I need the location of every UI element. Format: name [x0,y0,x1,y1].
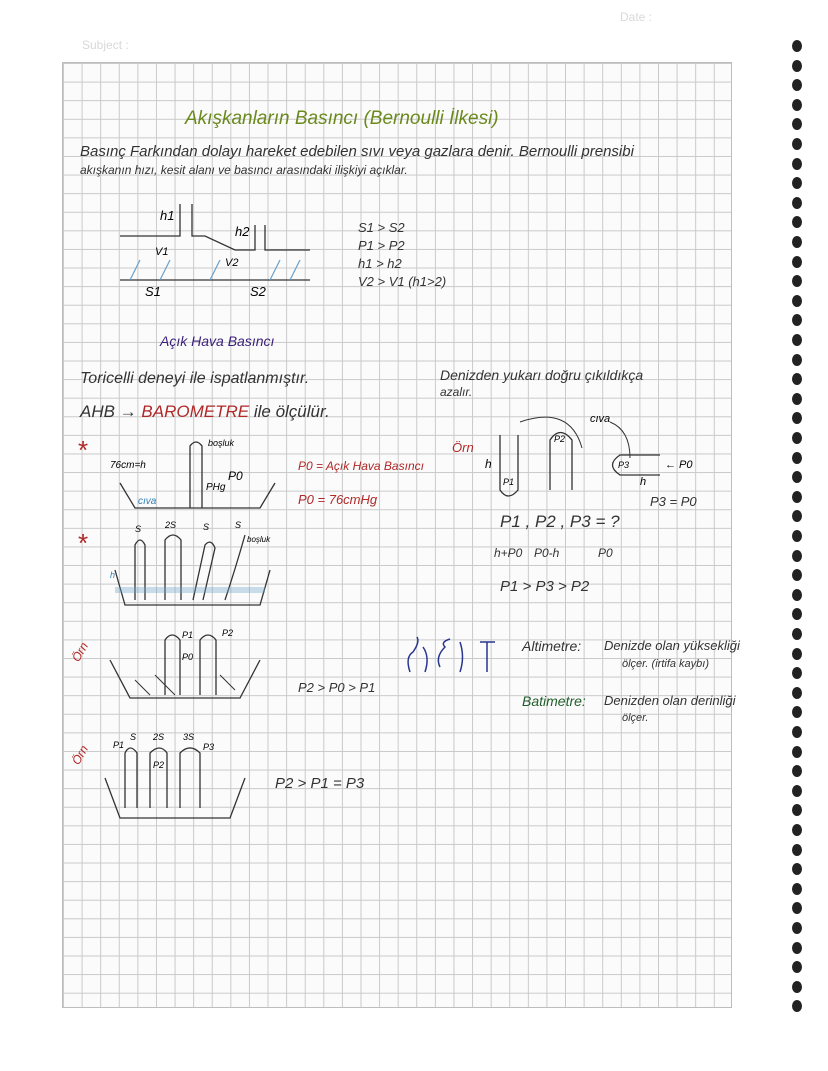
intro-line-1: Basınç Farkından dolayı hareket edebilen sıvı veya gazlara denir. Bernoulli prensibi [80,143,634,160]
h2-label: h2 [235,224,250,239]
area-label: 2S [153,732,165,742]
p0-label: P0 [182,652,194,662]
altitude-tubes-diagram [480,410,700,500]
relation: S1 > S2 [358,220,405,235]
bernoulli-pipe-diagram [120,200,320,300]
spiral-ring [792,785,802,797]
mercury-label: cıva [138,496,157,507]
p3-label: P3 [203,742,215,752]
spiral-ring [792,883,802,895]
spiral-ring [792,295,802,307]
spiral-ring [792,863,802,875]
pressure-result: P1 > P3 > P2 [500,578,590,595]
spiral-ring [792,354,802,366]
spiral-ring [792,138,802,150]
spiral-ring [792,99,802,111]
barometre-term: BAROMETRE [141,402,250,421]
ahb-line [80,402,330,422]
spiral-ring [792,216,802,228]
page-title: Akışkanların Basıncı (Bernoulli İlkesi) [185,108,499,129]
spiral-ring [792,314,802,326]
date-label: Date : [620,10,653,24]
spiral-ring [792,589,802,601]
pressure-question: P1 , P2 , P3 = ? [500,512,620,531]
spiral-ring [792,569,802,581]
spiral-ring [792,726,802,738]
answer: h+P0 [494,546,523,560]
height-label: 76cm=h [110,460,146,471]
p0-label: ← P0 [665,459,693,471]
section-heading-open-air: Açık Hava Basıncı [160,333,275,349]
spiral-ring [792,393,802,405]
area-label: S [130,732,137,742]
subject-label: Subject : [82,38,129,52]
spiral-ring [792,256,802,268]
spiral-ring [792,687,802,699]
altimetre-def-1: Denizde olan yüksekliği [604,638,740,653]
spiral-ring [792,412,802,424]
spiral-ring [792,510,802,522]
vacuum-label: boşluk [247,535,271,544]
example-mark: Örn [68,639,92,665]
p2-label: P2 [554,434,566,444]
p1-label: P1 [503,477,515,487]
p1-label: P1 [113,740,125,750]
spiral-ring [792,942,802,954]
p1-label: P1 [182,630,194,640]
altitude-note-2: azalır. [440,385,473,399]
intro-line-2: akışkanın hızı, kesit alanı ve basıncı arasındaki ilişkiyi açıklar. [80,163,408,177]
example-mark: Örn [452,440,474,455]
p0-value: P0 = 76cmHg [298,492,378,507]
spiral-ring [792,432,802,444]
spiral-ring [792,471,802,483]
v1-label: V1 [155,246,169,258]
batimetre-term: Batimetre: [522,693,586,709]
torricelli-diagram [110,438,280,518]
spiral-binding [788,40,808,1040]
star-marker: * [78,435,89,465]
area-label: S [203,522,210,532]
area-label: 3S [183,732,195,742]
area-label: S [135,524,142,534]
batimetre-def-1: Denizden olan derinliği [604,693,736,708]
p0-definition: P0 = Açık Hava Basıncı [298,459,424,473]
spiral-ring [792,177,802,189]
p3-equals-p0: P3 = P0 [650,494,697,509]
p2-label: P2 [153,760,165,770]
spiral-ring [792,550,802,562]
relation: h1 > h2 [358,256,402,271]
spiral-ring [792,1000,802,1012]
h-label: h [640,476,647,488]
p2-label: P2 [222,628,234,638]
altitude-note-1: Denizden yukarı doğru çıkıldıkça [440,367,644,383]
spiral-ring [792,608,802,620]
p0-label: P0 [228,469,243,483]
spiral-ring [792,491,802,503]
spiral-ring [792,706,802,718]
example1-result: P2 > P0 > P1 [298,680,376,695]
vacuum-label: boşluk [208,438,235,448]
spiral-ring [792,804,802,816]
s2-label: S2 [250,284,266,299]
spiral-ring [792,60,802,72]
star-marker: * [78,528,89,558]
altimetre-term: Altimetre: [522,638,582,654]
area-label: S [235,520,242,530]
tubes-diagram [105,520,275,610]
spiral-ring [792,902,802,914]
example2-diagram [105,728,265,823]
spiral-ring [792,236,802,248]
example-mark: Örn [68,742,92,768]
relation: V2 > V1 (h1>2) [358,274,447,289]
spiral-ring [792,452,802,464]
spiral-ring [792,373,802,385]
ahb-prefix: AHB → [80,402,137,421]
answer: P0 [598,546,613,560]
wavy-doodle [405,637,515,677]
spiral-ring [792,275,802,287]
spiral-ring [792,765,802,777]
spiral-ring [792,628,802,640]
spiral-ring [792,334,802,346]
area-label: 2S [165,520,177,530]
h-label: h [110,570,116,580]
s1-label: S1 [145,284,161,299]
spiral-ring [792,79,802,91]
spiral-ring [792,961,802,973]
spiral-ring [792,922,802,934]
p3-label: P3 [618,460,630,470]
v2-label: V2 [225,257,239,269]
spiral-ring [792,648,802,660]
spiral-ring [792,746,802,758]
relation: P1 > P2 [358,238,405,253]
torricelli-text: Toricelli deneyi ile ispatlanmıştır. [80,370,310,387]
answer: P0-h [534,546,560,560]
spiral-ring [792,118,802,130]
batimetre-def-2: ölçer. [622,712,649,724]
mercury-label: cıva [590,413,611,425]
spiral-ring [792,844,802,856]
example2-result: P2 > P1 = P3 [275,775,365,792]
phg-label: PHg [206,482,226,493]
spiral-ring [792,40,802,52]
spiral-ring [792,981,802,993]
h-label: h [485,457,492,471]
spiral-ring [792,158,802,170]
spiral-ring [792,530,802,542]
h1-label: h1 [160,208,175,223]
altimetre-def-2: ölçer. (irtifa kaybı) [622,658,710,670]
spiral-ring [792,197,802,209]
ahb-suffix: ile ölçülür. [253,402,330,421]
spiral-ring [792,824,802,836]
example1-diagram [110,620,270,700]
spiral-ring [792,667,802,679]
